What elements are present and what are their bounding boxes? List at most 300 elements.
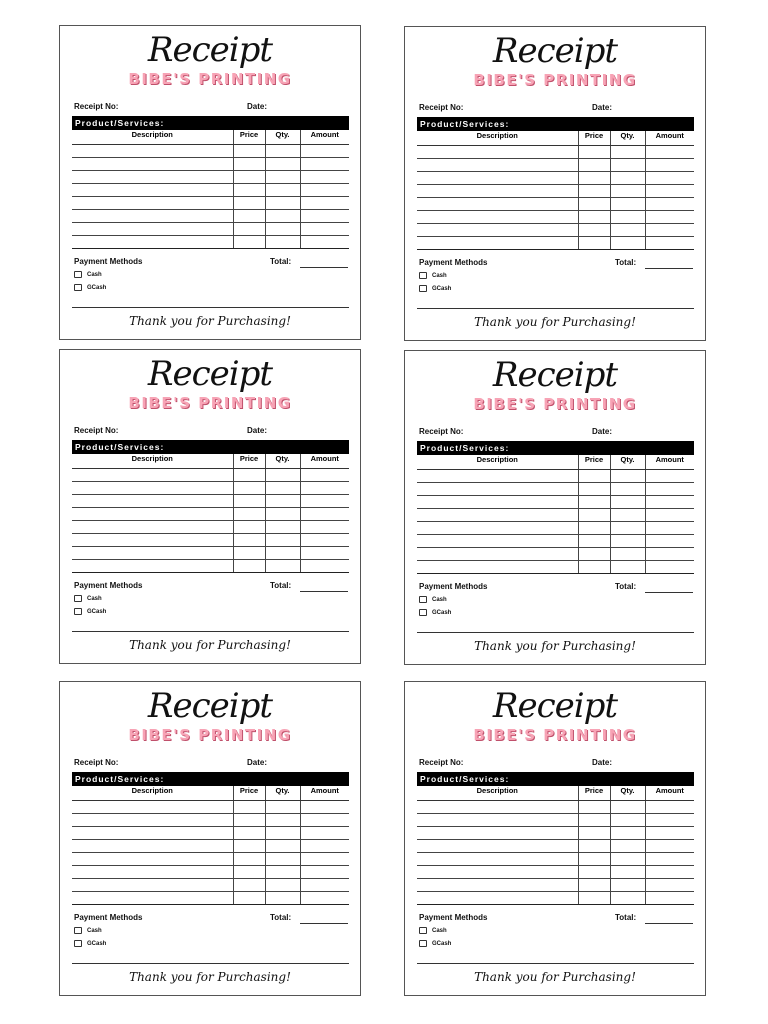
amount-cell[interactable] <box>300 197 349 210</box>
cash-label: Cash <box>87 595 102 602</box>
amount-cell[interactable] <box>300 892 349 905</box>
payment-option-cash[interactable] <box>419 272 447 279</box>
brand-name: BIBE'S PRINTING <box>128 70 292 88</box>
total-label: Total: <box>270 581 292 590</box>
payment-option-gcash[interactable] <box>74 608 106 615</box>
receipt-title: Receipt <box>492 31 618 71</box>
amount-cell[interactable] <box>300 508 349 521</box>
price-cell[interactable] <box>578 814 610 827</box>
price-cell[interactable] <box>578 561 610 574</box>
description-cell[interactable] <box>417 827 578 840</box>
table-row <box>72 171 349 184</box>
table-row <box>417 535 694 548</box>
column-header-amount: Amount <box>300 786 349 801</box>
column-header-qty: Qty. <box>265 130 300 145</box>
description-cell[interactable] <box>417 561 578 574</box>
qty-cell[interactable] <box>610 801 645 814</box>
payment-methods-label: Payment Methods <box>74 913 143 922</box>
table-row <box>417 496 694 509</box>
qty-cell[interactable] <box>610 879 645 892</box>
amount-cell[interactable] <box>645 483 694 496</box>
amount-cell[interactable] <box>300 827 349 840</box>
date-label: Date: <box>247 426 268 435</box>
payment-option-cash[interactable] <box>74 595 102 602</box>
checkbox-gcash[interactable] <box>74 940 82 947</box>
qty-cell[interactable] <box>610 496 645 509</box>
description-cell[interactable] <box>72 197 233 210</box>
qty-cell[interactable] <box>265 210 300 223</box>
qty-cell[interactable] <box>610 224 645 237</box>
description-cell[interactable] <box>72 145 233 158</box>
description-cell[interactable] <box>72 879 233 892</box>
amount-cell[interactable] <box>300 560 349 573</box>
qty-cell[interactable] <box>610 827 645 840</box>
qty-cell[interactable] <box>265 171 300 184</box>
cash-label: Cash <box>432 272 447 279</box>
table-row <box>417 840 694 853</box>
price-cell[interactable] <box>233 210 265 223</box>
description-cell[interactable] <box>417 211 578 224</box>
amount-cell[interactable] <box>300 853 349 866</box>
gcash-label: GCash <box>87 940 107 947</box>
total-field[interactable] <box>300 923 348 924</box>
amount-cell[interactable] <box>300 495 349 508</box>
description-cell[interactable] <box>72 814 233 827</box>
amount-cell[interactable] <box>645 146 694 159</box>
receipt-card <box>404 681 706 996</box>
description-cell[interactable] <box>417 840 578 853</box>
price-cell[interactable] <box>578 470 610 483</box>
divider-line <box>72 963 349 964</box>
price-cell[interactable] <box>578 509 610 522</box>
qty-cell[interactable] <box>265 521 300 534</box>
price-cell[interactable] <box>233 560 265 573</box>
qty-cell[interactable] <box>610 159 645 172</box>
description-cell[interactable] <box>72 482 233 495</box>
amount-cell[interactable] <box>300 534 349 547</box>
description-cell[interactable] <box>72 171 233 184</box>
description-cell[interactable] <box>417 159 578 172</box>
price-cell[interactable] <box>233 469 265 482</box>
description-cell[interactable] <box>72 210 233 223</box>
table-row <box>417 879 694 892</box>
description-cell[interactable] <box>417 470 578 483</box>
divider-line <box>417 308 694 309</box>
payment-option-cash[interactable] <box>74 271 102 278</box>
amount-cell[interactable] <box>300 210 349 223</box>
amount-cell[interactable] <box>300 158 349 171</box>
amount-cell[interactable] <box>645 535 694 548</box>
table-row <box>72 223 349 236</box>
qty-cell[interactable] <box>265 892 300 905</box>
receipt-title: Receipt <box>147 686 273 726</box>
column-header-description: Description <box>72 454 233 469</box>
qty-cell[interactable] <box>610 853 645 866</box>
qty-cell[interactable] <box>610 483 645 496</box>
price-cell[interactable] <box>233 866 265 879</box>
price-cell[interactable] <box>233 814 265 827</box>
column-header-description: Description <box>417 786 578 801</box>
qty-cell[interactable] <box>610 470 645 483</box>
qty-cell[interactable] <box>265 482 300 495</box>
description-cell[interactable] <box>72 508 233 521</box>
table-row <box>72 814 349 827</box>
description-cell[interactable] <box>72 801 233 814</box>
price-cell[interactable] <box>233 145 265 158</box>
description-cell[interactable] <box>417 224 578 237</box>
description-cell[interactable] <box>417 185 578 198</box>
amount-cell[interactable] <box>645 853 694 866</box>
table-row <box>72 508 349 521</box>
checkbox-cash[interactable] <box>74 927 82 934</box>
table-row <box>417 172 694 185</box>
date-label: Date: <box>592 427 613 436</box>
description-cell[interactable] <box>417 146 578 159</box>
amount-cell[interactable] <box>645 172 694 185</box>
description-cell[interactable] <box>72 469 233 482</box>
price-cell[interactable] <box>233 223 265 236</box>
checkbox-gcash[interactable] <box>74 284 82 291</box>
column-header-description: Description <box>72 130 233 145</box>
description-cell[interactable] <box>417 535 578 548</box>
receipt-no-label: Receipt No: <box>74 102 119 111</box>
product-services-header: Product/Services: <box>72 440 349 454</box>
description-cell[interactable] <box>72 534 233 547</box>
amount-cell[interactable] <box>300 236 349 249</box>
qty-cell[interactable] <box>265 879 300 892</box>
table-row <box>72 547 349 560</box>
qty-cell[interactable] <box>610 548 645 561</box>
amount-cell[interactable] <box>300 801 349 814</box>
description-cell[interactable] <box>72 892 233 905</box>
price-cell[interactable] <box>233 184 265 197</box>
total-field[interactable] <box>300 267 348 268</box>
price-cell[interactable] <box>578 172 610 185</box>
description-cell[interactable] <box>417 172 578 185</box>
amount-cell[interactable] <box>645 814 694 827</box>
amount-cell[interactable] <box>645 892 694 905</box>
amount-cell[interactable] <box>300 469 349 482</box>
description-cell[interactable] <box>72 184 233 197</box>
qty-cell[interactable] <box>610 509 645 522</box>
amount-cell[interactable] <box>645 211 694 224</box>
price-cell[interactable] <box>233 521 265 534</box>
column-header-qty: Qty. <box>610 131 645 146</box>
qty-cell[interactable] <box>265 814 300 827</box>
description-cell[interactable] <box>417 892 578 905</box>
receipt-no-label: Receipt No: <box>419 427 464 436</box>
price-cell[interactable] <box>233 879 265 892</box>
qty-cell[interactable] <box>265 145 300 158</box>
amount-cell[interactable] <box>300 547 349 560</box>
price-cell[interactable] <box>233 495 265 508</box>
description-cell[interactable] <box>417 522 578 535</box>
amount-cell[interactable] <box>645 827 694 840</box>
checkbox-cash[interactable] <box>419 272 427 279</box>
description-cell[interactable] <box>72 560 233 573</box>
amount-cell[interactable] <box>300 840 349 853</box>
description-cell[interactable] <box>72 866 233 879</box>
table-row <box>417 866 694 879</box>
table-row <box>417 522 694 535</box>
checkbox-gcash[interactable] <box>419 609 427 616</box>
payment-option-cash[interactable] <box>74 927 102 934</box>
gcash-label: GCash <box>432 609 452 616</box>
price-cell[interactable] <box>578 827 610 840</box>
qty-cell[interactable] <box>610 237 645 250</box>
price-cell[interactable] <box>578 496 610 509</box>
total-field[interactable] <box>645 268 693 269</box>
qty-cell[interactable] <box>265 223 300 236</box>
table-row <box>72 801 349 814</box>
total-field[interactable] <box>645 923 693 924</box>
amount-cell[interactable] <box>645 185 694 198</box>
table-row <box>417 198 694 211</box>
price-cell[interactable] <box>233 482 265 495</box>
qty-cell[interactable] <box>610 561 645 574</box>
checkbox-cash[interactable] <box>74 595 82 602</box>
price-cell[interactable] <box>578 522 610 535</box>
table-row <box>417 185 694 198</box>
qty-cell[interactable] <box>265 840 300 853</box>
checkbox-cash[interactable] <box>74 271 82 278</box>
description-cell[interactable] <box>72 853 233 866</box>
gcash-label: GCash <box>87 608 107 615</box>
column-header-amount: Amount <box>645 455 694 470</box>
payment-option-gcash[interactable] <box>74 940 106 947</box>
column-header-price: Price <box>578 455 610 470</box>
checkbox-gcash[interactable] <box>419 285 427 292</box>
qty-cell[interactable] <box>265 866 300 879</box>
qty-cell[interactable] <box>265 534 300 547</box>
table-row <box>72 158 349 171</box>
thank-you-message: Thank you for Purchasing! <box>474 639 636 653</box>
price-cell[interactable] <box>233 547 265 560</box>
column-header-description: Description <box>417 131 578 146</box>
qty-cell[interactable] <box>265 469 300 482</box>
price-cell[interactable] <box>233 840 265 853</box>
payment-methods-label: Payment Methods <box>74 581 143 590</box>
total-field[interactable] <box>300 591 348 592</box>
product-services-header: Product/Services: <box>417 772 694 786</box>
description-cell[interactable] <box>417 496 578 509</box>
amount-cell[interactable] <box>645 879 694 892</box>
description-cell[interactable] <box>417 198 578 211</box>
price-cell[interactable] <box>233 171 265 184</box>
price-cell[interactable] <box>233 197 265 210</box>
qty-cell[interactable] <box>265 495 300 508</box>
description-cell[interactable] <box>417 879 578 892</box>
table-row <box>72 879 349 892</box>
receipt-no-label: Receipt No: <box>74 426 119 435</box>
payment-option-gcash[interactable] <box>419 609 451 616</box>
price-cell[interactable] <box>233 853 265 866</box>
price-cell[interactable] <box>578 548 610 561</box>
description-cell[interactable] <box>72 827 233 840</box>
qty-cell[interactable] <box>610 211 645 224</box>
qty-cell[interactable] <box>265 560 300 573</box>
amount-cell[interactable] <box>300 145 349 158</box>
qty-cell[interactable] <box>610 892 645 905</box>
date-label: Date: <box>592 758 613 767</box>
amount-cell[interactable] <box>645 522 694 535</box>
amount-cell[interactable] <box>645 198 694 211</box>
description-cell[interactable] <box>417 853 578 866</box>
price-cell[interactable] <box>578 535 610 548</box>
qty-cell[interactable] <box>610 172 645 185</box>
qty-cell[interactable] <box>265 197 300 210</box>
cash-label: Cash <box>432 596 447 603</box>
description-cell[interactable] <box>417 509 578 522</box>
price-cell[interactable] <box>233 892 265 905</box>
items-table <box>417 131 694 250</box>
qty-cell[interactable] <box>265 236 300 249</box>
description-cell[interactable] <box>417 814 578 827</box>
divider-line <box>417 963 694 964</box>
amount-cell[interactable] <box>645 159 694 172</box>
price-cell[interactable] <box>233 236 265 249</box>
payment-option-gcash[interactable] <box>74 284 106 291</box>
column-header-price: Price <box>233 130 265 145</box>
amount-cell[interactable] <box>300 184 349 197</box>
price-cell[interactable] <box>578 237 610 250</box>
qty-cell[interactable] <box>265 853 300 866</box>
payment-option-cash[interactable] <box>419 927 447 934</box>
description-cell[interactable] <box>72 236 233 249</box>
qty-cell[interactable] <box>610 198 645 211</box>
amount-cell[interactable] <box>645 801 694 814</box>
checkbox-cash[interactable] <box>419 596 427 603</box>
description-cell[interactable] <box>72 521 233 534</box>
divider-line <box>72 631 349 632</box>
description-cell[interactable] <box>72 495 233 508</box>
price-cell[interactable] <box>578 801 610 814</box>
table-row <box>417 892 694 905</box>
price-cell[interactable] <box>578 224 610 237</box>
checkbox-cash[interactable] <box>419 927 427 934</box>
price-cell[interactable] <box>578 840 610 853</box>
payment-option-gcash[interactable] <box>419 285 451 292</box>
amount-cell[interactable] <box>645 237 694 250</box>
thank-you-message: Thank you for Purchasing! <box>129 970 291 984</box>
qty-cell[interactable] <box>265 184 300 197</box>
amount-cell[interactable] <box>300 814 349 827</box>
column-header-amount: Amount <box>300 130 349 145</box>
price-cell[interactable] <box>578 146 610 159</box>
amount-cell[interactable] <box>300 171 349 184</box>
amount-cell[interactable] <box>645 548 694 561</box>
table-row <box>72 534 349 547</box>
receipt-no-label: Receipt No: <box>74 758 119 767</box>
qty-cell[interactable] <box>265 158 300 171</box>
amount-cell[interactable] <box>645 840 694 853</box>
price-cell[interactable] <box>578 198 610 211</box>
price-cell[interactable] <box>233 158 265 171</box>
qty-cell[interactable] <box>610 814 645 827</box>
price-cell[interactable] <box>578 853 610 866</box>
description-cell[interactable] <box>417 866 578 879</box>
price-cell[interactable] <box>578 892 610 905</box>
qty-cell[interactable] <box>610 185 645 198</box>
items-table <box>72 786 349 905</box>
column-header-price: Price <box>578 786 610 801</box>
table-row <box>72 145 349 158</box>
qty-cell[interactable] <box>265 547 300 560</box>
checkbox-gcash[interactable] <box>74 608 82 615</box>
table-row <box>417 827 694 840</box>
receipt-card <box>404 26 706 341</box>
price-cell[interactable] <box>233 827 265 840</box>
price-cell[interactable] <box>233 801 265 814</box>
description-cell[interactable] <box>417 237 578 250</box>
qty-cell[interactable] <box>610 840 645 853</box>
amount-cell[interactable] <box>645 470 694 483</box>
amount-cell[interactable] <box>300 521 349 534</box>
amount-cell[interactable] <box>645 509 694 522</box>
divider-line <box>417 632 694 633</box>
price-cell[interactable] <box>233 508 265 521</box>
price-cell[interactable] <box>578 159 610 172</box>
total-label: Total: <box>270 257 292 266</box>
checkbox-gcash[interactable] <box>419 940 427 947</box>
table-row <box>417 561 694 574</box>
table-row <box>417 224 694 237</box>
brand-name: BIBE'S PRINTING <box>473 726 637 744</box>
amount-cell[interactable] <box>300 482 349 495</box>
qty-cell[interactable] <box>610 522 645 535</box>
price-cell[interactable] <box>233 534 265 547</box>
items-table <box>72 454 349 573</box>
price-cell[interactable] <box>578 185 610 198</box>
amount-cell[interactable] <box>645 224 694 237</box>
product-services-header: Product/Services: <box>417 441 694 455</box>
payment-option-gcash[interactable] <box>419 940 451 947</box>
description-cell[interactable] <box>417 548 578 561</box>
table-row <box>72 495 349 508</box>
qty-cell[interactable] <box>265 827 300 840</box>
price-cell[interactable] <box>578 879 610 892</box>
amount-cell[interactable] <box>300 866 349 879</box>
table-row <box>72 210 349 223</box>
description-cell[interactable] <box>72 840 233 853</box>
payment-option-cash[interactable] <box>419 596 447 603</box>
amount-cell[interactable] <box>645 496 694 509</box>
qty-cell[interactable] <box>610 146 645 159</box>
description-cell[interactable] <box>72 158 233 171</box>
amount-cell[interactable] <box>300 223 349 236</box>
amount-cell[interactable] <box>645 866 694 879</box>
qty-cell[interactable] <box>265 801 300 814</box>
column-header-qty: Qty. <box>265 454 300 469</box>
table-row <box>72 469 349 482</box>
amount-cell[interactable] <box>645 561 694 574</box>
price-cell[interactable] <box>578 211 610 224</box>
description-cell[interactable] <box>417 801 578 814</box>
description-cell[interactable] <box>72 223 233 236</box>
description-cell[interactable] <box>72 547 233 560</box>
price-cell[interactable] <box>578 866 610 879</box>
price-cell[interactable] <box>578 483 610 496</box>
total-label: Total: <box>270 913 292 922</box>
description-cell[interactable] <box>417 483 578 496</box>
column-header-price: Price <box>233 786 265 801</box>
total-field[interactable] <box>645 592 693 593</box>
qty-cell[interactable] <box>610 535 645 548</box>
gcash-label: GCash <box>87 284 107 291</box>
qty-cell[interactable] <box>610 866 645 879</box>
amount-cell[interactable] <box>300 879 349 892</box>
qty-cell[interactable] <box>265 508 300 521</box>
